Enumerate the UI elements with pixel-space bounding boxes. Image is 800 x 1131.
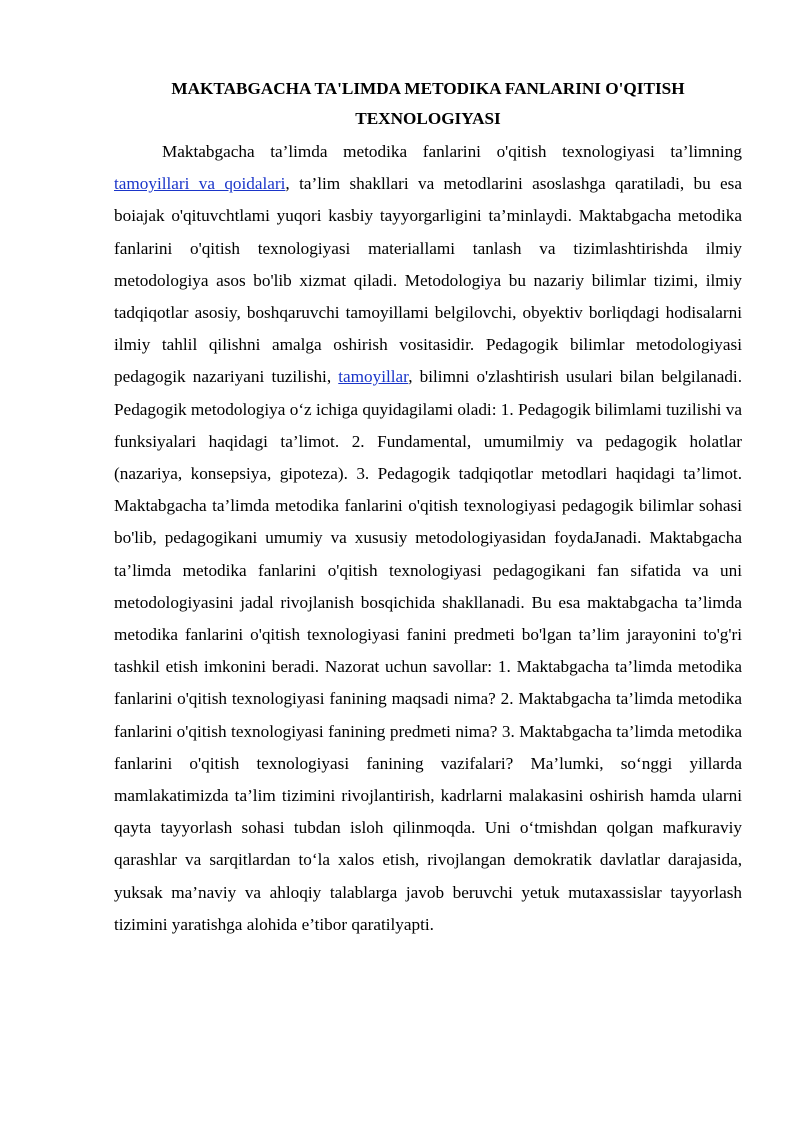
document-page bbox=[114, 74, 742, 941]
link-tamoyillar[interactable]: tamoyillar bbox=[338, 367, 409, 387]
paragraph-text-end: , bilimni o'zlashtirish usulari bilan belgilanadi. Pedagogik metodologiya o‘z ichiga quyidagilami oladi: 1. Pedagogik bilimlami tuzilishi va funksiyalari haqidagi ta’limot. 2. Fundamental, umumilmiy va pedagogik holatlar (nazariya, konsepsiya, gipoteza). 3. Pedagogik tadqiqotlar metodlari haqidagi ta’limot. Maktabgacha ta’limda metodika fanlarini o'qitish texnologiyasi pedagogik bilimlar sohasi bo'lib, pedagogikani umumiy va xususiy metodologiyasidan foydaJanadi. Maktabgacha ta’limda metodika fanlarini o'qitish texnologiyasi pedagogikani fan sifatida va uni metodologiyasini jadal rivojlanish bosqichida shakllanadi. Bu esa maktabgacha ta’limda metodika fanlarini o'qitish texnologiyasi fanini predmeti bo'lgan ta’lim jarayonini to'g'ri tashkil etish imkonini beradi. Nazorat uchun savollar: 1. Maktabgacha ta’limda metodika fanlarini o'qitish texnologiyasi fanining maqsadi nima? 2. Maktabgacha ta’limda metodika fanlarini o'qitish texnologiyasi fanining predmeti nima? 3. Maktabgacha ta’limda metodika fanlarini o'qitish texnologiyasi fanining vazifalari? Ma’lumki, so‘nggi yillarda mamlakatimizda ta’lim tizimini rivojlantirish, kadrlarni malakasini oshirish hamda ularni qayta tayyorlash sohasi tubdan isloh qilinmoqda. Uni o‘tmishdan qolgan mafkuraviy qarashlar va sarqitlardan to‘la xalos etish, rivojlangan demokratik davlatlar darajasida, yuksak ma’naviy va ahloqiy talablarga javob beruvchi yetuk mutaxassislar tayyorlash tizimini yaratishga alohida e’tibor qaratilyapti. bbox=[114, 367, 742, 934]
title-line-2: TEXNOLOGIYASI bbox=[355, 109, 501, 128]
paragraph-text-start: Maktabgacha ta’limda metodika fanlarini o'qitish texnologiyasi ta’limning bbox=[162, 142, 742, 161]
link-tamoyillari-va-qoidalari[interactable]: tamoyillari va qoidalari bbox=[114, 174, 286, 194]
paragraph-text-middle: , ta’lim shakllari va metodlarini asoslashga qaratiladi, bu esa boiajak o'qituvchtlami yuqori kasbiy tayyorgarligini ta’minlaydi. Maktabgacha metodika fanlarini o'qitish texnologiyasi materiallami tanlash va tizimlashtirishda ilmiy metodologiya asos bo'lib xizmat qiladi. Metodologiya bu nazariy bilimlar tizimi, ilmiy tadqiqotlar asosiy, boshqaruvchi tamoyillami belgilovchi, obyektiv borliqdagi hodisalarni ilmiy tahlil qilishni amalga oshirish vositasidir. Pedagogik bilimlar metodologiyasi pedagogik nazariyani tuzilishi, bbox=[114, 174, 742, 387]
body-paragraph bbox=[114, 136, 742, 941]
document-title bbox=[114, 74, 742, 134]
title-line-1: MAKTABGACHA TA'LIMDA METODIKA FANLARINI O'QITISH bbox=[171, 79, 685, 98]
